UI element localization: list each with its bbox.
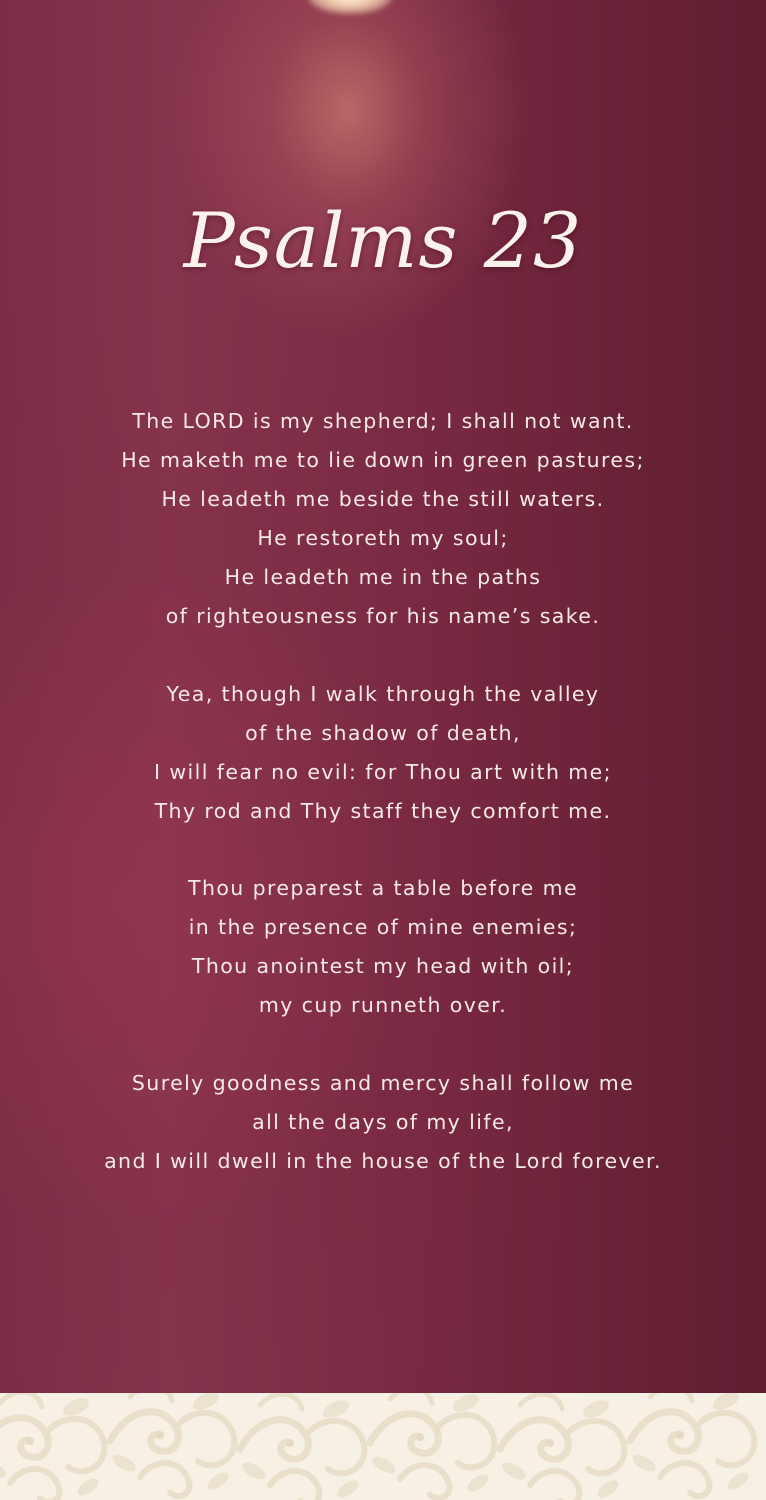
verse-line: of the shadow of death, [245, 720, 521, 745]
stanza-3 [0, 869, 766, 1025]
verse-line: Thou anointest my head with oil; [191, 954, 575, 978]
stanza-gap [0, 1025, 766, 1064]
verse-line: Yea, though I walk through the valley [166, 681, 600, 706]
verse-line: Thy rod and Thy staff they comfort me. [154, 798, 612, 823]
verse-line: The LORD is my shepherd; I shall not want. [132, 409, 634, 433]
stanza-gap [0, 831, 766, 870]
stanza-1 [0, 402, 766, 636]
spotlight-glow [308, 0, 392, 14]
verse-line: and I will dwell in the house of the Lord forever. [104, 1148, 662, 1173]
verse-line: He leadeth me beside the still waters. [161, 487, 605, 511]
verse-line: in the presence of mine enemies; [188, 915, 578, 939]
verse-line: my cup runneth over. [258, 993, 508, 1017]
footer-background [0, 1393, 766, 1500]
verse-line: all the days of my life, [252, 1109, 514, 1134]
stanza-2 [0, 675, 766, 831]
psalm-text [0, 402, 766, 1181]
verse-line: of righteousness for his name’s sake. [165, 604, 601, 628]
verse-line: He restoreth my soul; [257, 526, 509, 550]
verse-line: Surely goodness and mercy shall follow me [131, 1070, 635, 1095]
verse-line: He leadeth me in the paths [224, 565, 542, 589]
ornamental-footer [0, 1393, 766, 1500]
verse-line: I will fear no evil: for Thou art with me; [154, 759, 612, 784]
verse-line: Thou preparest a table before me [188, 876, 578, 900]
damask-pattern [0, 1393, 766, 1500]
stanza-gap [0, 636, 766, 675]
page-title: Psalms 23 [183, 196, 583, 285]
verse-line: He maketh me to lie down in green pastures; [121, 448, 645, 472]
stanza-4 [0, 1064, 766, 1181]
